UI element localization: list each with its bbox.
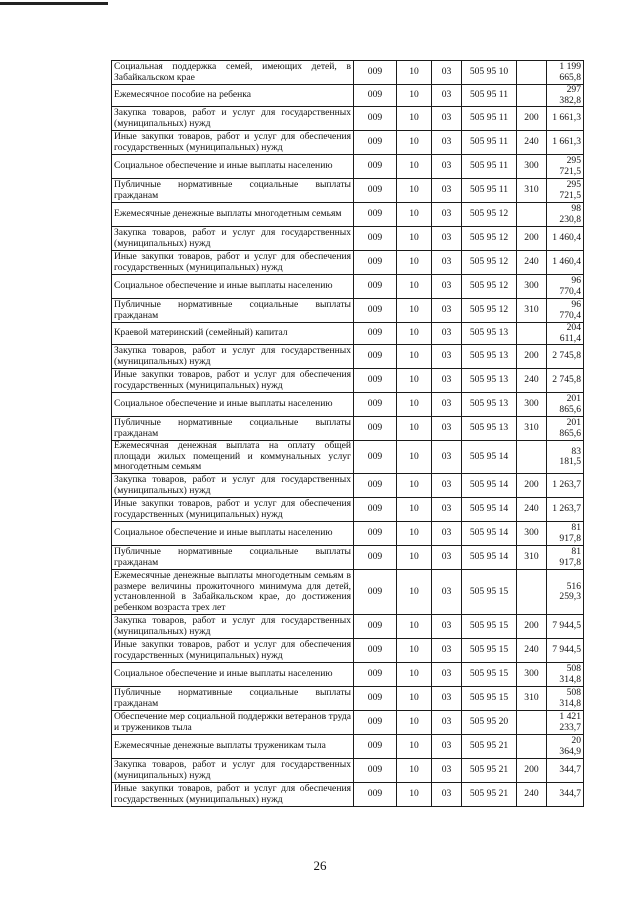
section-code: 10 xyxy=(397,323,432,345)
row-name: Иные закупки товаров, работ и услуг для обеспечения государственных (муниципальных) нужд xyxy=(112,251,354,275)
expense-type: 240 xyxy=(517,783,547,807)
section-code: 10 xyxy=(397,227,432,251)
table-row xyxy=(112,498,584,522)
section-code: 10 xyxy=(397,783,432,807)
subsection-code: 03 xyxy=(432,522,462,546)
table-row xyxy=(112,323,584,345)
row-name: Публичные нормативные социальные выплаты гражданам xyxy=(112,546,354,570)
row-name: Публичные нормативные социальные выплаты гражданам xyxy=(112,179,354,203)
subsection-code: 03 xyxy=(432,323,462,345)
budget-table xyxy=(111,60,584,807)
table-row xyxy=(112,615,584,639)
subsection-code: 03 xyxy=(432,546,462,570)
amount: 7 944,5 xyxy=(547,615,584,639)
row-name: Ежемесячное пособие на ребенка xyxy=(112,85,354,107)
table-row xyxy=(112,393,584,417)
target-article: 505 95 12 xyxy=(462,227,517,251)
target-article: 505 95 14 xyxy=(462,546,517,570)
target-article: 505 95 15 xyxy=(462,687,517,711)
ministry-code: 009 xyxy=(354,663,397,687)
target-article: 505 95 11 xyxy=(462,155,517,179)
subsection-code: 03 xyxy=(432,441,462,474)
section-code: 10 xyxy=(397,131,432,155)
page-number: 26 xyxy=(313,858,327,873)
table-row xyxy=(112,299,584,323)
row-name: Ежемесячные денежные выплаты труженикам тыла xyxy=(112,735,354,759)
row-name: Закупка товаров, работ и услуг для государственных (муниципальных) нужд xyxy=(112,345,354,369)
row-name: Ежемесячная денежная выплата на оплату общей площади жилых помещений и коммунальных услуг многодетным семьям xyxy=(112,441,354,474)
target-article: 505 95 11 xyxy=(462,107,517,131)
row-name: Иные закупки товаров, работ и услуг для обеспечения государственных (муниципальных) нужд xyxy=(112,369,354,393)
section-code: 10 xyxy=(397,61,432,85)
section-code: 10 xyxy=(397,522,432,546)
target-article: 505 95 14 xyxy=(462,441,517,474)
section-code: 10 xyxy=(397,203,432,227)
subsection-code: 03 xyxy=(432,131,462,155)
amount: 297 382,8 xyxy=(547,85,584,107)
ministry-code: 009 xyxy=(354,687,397,711)
subsection-code: 03 xyxy=(432,663,462,687)
ministry-code: 009 xyxy=(354,639,397,663)
row-name: Иные закупки товаров, работ и услуг для обеспечения государственных (муниципальных) нужд xyxy=(112,131,354,155)
expense-type: 240 xyxy=(517,251,547,275)
ministry-code: 009 xyxy=(354,369,397,393)
ministry-code: 009 xyxy=(354,393,397,417)
expense-type: 300 xyxy=(517,663,547,687)
target-article: 505 95 15 xyxy=(462,639,517,663)
amount: 1 263,7 xyxy=(547,498,584,522)
ministry-code: 009 xyxy=(354,570,397,615)
subsection-code: 03 xyxy=(432,687,462,711)
row-name: Публичные нормативные социальные выплаты гражданам xyxy=(112,299,354,323)
expense-type: 310 xyxy=(517,179,547,203)
subsection-code: 03 xyxy=(432,275,462,299)
amount: 1 421 233,7 xyxy=(547,711,584,735)
section-code: 10 xyxy=(397,735,432,759)
expense-type xyxy=(517,85,547,107)
expense-type: 240 xyxy=(517,639,547,663)
subsection-code: 03 xyxy=(432,570,462,615)
target-article: 505 95 15 xyxy=(462,615,517,639)
table-row xyxy=(112,522,584,546)
row-name: Социальное обеспечение и иные выплаты населению xyxy=(112,275,354,299)
ministry-code: 009 xyxy=(354,546,397,570)
subsection-code: 03 xyxy=(432,85,462,107)
ministry-code: 009 xyxy=(354,155,397,179)
section-code: 10 xyxy=(397,498,432,522)
amount: 1 263,7 xyxy=(547,474,584,498)
target-article: 505 95 13 xyxy=(462,393,517,417)
table-row xyxy=(112,227,584,251)
subsection-code: 03 xyxy=(432,498,462,522)
expense-type: 200 xyxy=(517,227,547,251)
target-article: 505 95 20 xyxy=(462,711,517,735)
amount: 83 181,5 xyxy=(547,441,584,474)
subsection-code: 03 xyxy=(432,735,462,759)
table-row xyxy=(112,131,584,155)
amount: 295 721,5 xyxy=(547,179,584,203)
ministry-code: 009 xyxy=(354,275,397,299)
amount: 96 770,4 xyxy=(547,299,584,323)
table-row xyxy=(112,85,584,107)
ministry-code: 009 xyxy=(354,251,397,275)
row-name: Закупка товаров, работ и услуг для государственных (муниципальных) нужд xyxy=(112,227,354,251)
ministry-code: 009 xyxy=(354,345,397,369)
ministry-code: 009 xyxy=(354,441,397,474)
row-name: Ежемесячные денежные выплаты многодетным семьям xyxy=(112,203,354,227)
header-rule xyxy=(0,2,108,5)
row-name: Социальное обеспечение и иные выплаты населению xyxy=(112,155,354,179)
subsection-code: 03 xyxy=(432,639,462,663)
table-row xyxy=(112,474,584,498)
ministry-code: 009 xyxy=(354,85,397,107)
row-name: Закупка товаров, работ и услуг для государственных (муниципальных) нужд xyxy=(112,759,354,783)
amount: 1 661,3 xyxy=(547,131,584,155)
section-code: 10 xyxy=(397,299,432,323)
expense-type: 300 xyxy=(517,155,547,179)
expense-type: 240 xyxy=(517,369,547,393)
row-name: Публичные нормативные социальные выплаты гражданам xyxy=(112,687,354,711)
section-code: 10 xyxy=(397,345,432,369)
section-code: 10 xyxy=(397,759,432,783)
amount: 81 917,8 xyxy=(547,546,584,570)
target-article: 505 95 15 xyxy=(462,663,517,687)
table-row xyxy=(112,251,584,275)
row-name: Иные закупки товаров, работ и услуг для обеспечения государственных (муниципальных) нужд xyxy=(112,498,354,522)
row-name: Краевой материнский (семейный) капитал xyxy=(112,323,354,345)
expense-type: 240 xyxy=(517,131,547,155)
section-code: 10 xyxy=(397,615,432,639)
ministry-code: 009 xyxy=(354,417,397,441)
table-row xyxy=(112,783,584,807)
ministry-code: 009 xyxy=(354,783,397,807)
section-code: 10 xyxy=(397,85,432,107)
section-code: 10 xyxy=(397,711,432,735)
subsection-code: 03 xyxy=(432,615,462,639)
expense-type: 240 xyxy=(517,498,547,522)
table-row xyxy=(112,61,584,85)
subsection-code: 03 xyxy=(432,251,462,275)
target-article: 505 95 13 xyxy=(462,417,517,441)
amount: 516 259,3 xyxy=(547,570,584,615)
target-article: 505 95 10 xyxy=(462,61,517,85)
expense-type: 200 xyxy=(517,474,547,498)
expense-type: 310 xyxy=(517,546,547,570)
section-code: 10 xyxy=(397,275,432,299)
ministry-code: 009 xyxy=(354,131,397,155)
section-code: 10 xyxy=(397,417,432,441)
section-code: 10 xyxy=(397,546,432,570)
subsection-code: 03 xyxy=(432,369,462,393)
amount: 1 460,4 xyxy=(547,251,584,275)
ministry-code: 009 xyxy=(354,522,397,546)
row-name: Социальная поддержка семей, имеющих детей, в Забайкальском крае xyxy=(112,61,354,85)
subsection-code: 03 xyxy=(432,345,462,369)
amount: 508 314,8 xyxy=(547,663,584,687)
ministry-code: 009 xyxy=(354,179,397,203)
subsection-code: 03 xyxy=(432,179,462,203)
row-name: Ежемесячные денежные выплаты многодетным семьям в размере величины прожиточного минимума для детей, установленной в Забайкальском крае, до достижения ребенком возраста трех лет xyxy=(112,570,354,615)
section-code: 10 xyxy=(397,393,432,417)
ministry-code: 009 xyxy=(354,203,397,227)
ministry-code: 009 xyxy=(354,615,397,639)
subsection-code: 03 xyxy=(432,227,462,251)
ministry-code: 009 xyxy=(354,227,397,251)
target-article: 505 95 21 xyxy=(462,759,517,783)
section-code: 10 xyxy=(397,369,432,393)
section-code: 10 xyxy=(397,474,432,498)
target-article: 505 95 11 xyxy=(462,179,517,203)
target-article: 505 95 12 xyxy=(462,299,517,323)
table-row xyxy=(112,570,584,615)
amount: 96 770,4 xyxy=(547,275,584,299)
expense-type: 300 xyxy=(517,522,547,546)
table-row xyxy=(112,345,584,369)
amount: 204 611,4 xyxy=(547,323,584,345)
amount: 508 314,8 xyxy=(547,687,584,711)
section-code: 10 xyxy=(397,441,432,474)
target-article: 505 95 14 xyxy=(462,522,517,546)
subsection-code: 03 xyxy=(432,393,462,417)
table-row xyxy=(112,275,584,299)
target-article: 505 95 21 xyxy=(462,783,517,807)
target-article: 505 95 15 xyxy=(462,570,517,615)
amount: 344,7 xyxy=(547,783,584,807)
table-row xyxy=(112,711,584,735)
amount: 1 661,3 xyxy=(547,107,584,131)
table-row xyxy=(112,417,584,441)
expense-type: 310 xyxy=(517,687,547,711)
expense-type xyxy=(517,711,547,735)
target-article: 505 95 14 xyxy=(462,474,517,498)
section-code: 10 xyxy=(397,639,432,663)
ministry-code: 009 xyxy=(354,474,397,498)
table-row xyxy=(112,546,584,570)
section-code: 10 xyxy=(397,687,432,711)
target-article: 505 95 11 xyxy=(462,131,517,155)
expense-type: 300 xyxy=(517,393,547,417)
subsection-code: 03 xyxy=(432,711,462,735)
section-code: 10 xyxy=(397,107,432,131)
expense-type xyxy=(517,323,547,345)
expense-type: 200 xyxy=(517,345,547,369)
ministry-code: 009 xyxy=(354,498,397,522)
section-code: 10 xyxy=(397,251,432,275)
row-name: Закупка товаров, работ и услуг для государственных (муниципальных) нужд xyxy=(112,474,354,498)
ministry-code: 009 xyxy=(354,107,397,131)
row-name: Иные закупки товаров, работ и услуг для обеспечения государственных (муниципальных) нужд xyxy=(112,639,354,663)
table-row xyxy=(112,107,584,131)
row-name: Иные закупки товаров, работ и услуг для обеспечения государственных (муниципальных) нужд xyxy=(112,783,354,807)
amount: 98 230,8 xyxy=(547,203,584,227)
ministry-code: 009 xyxy=(354,759,397,783)
row-name: Закупка товаров, работ и услуг для государственных (муниципальных) нужд xyxy=(112,107,354,131)
subsection-code: 03 xyxy=(432,783,462,807)
amount: 201 865,6 xyxy=(547,393,584,417)
amount: 344,7 xyxy=(547,759,584,783)
expense-type xyxy=(517,735,547,759)
row-name: Обеспечение мер социальной поддержки ветеранов труда и тружеников тыла xyxy=(112,711,354,735)
amount: 1 460,4 xyxy=(547,227,584,251)
subsection-code: 03 xyxy=(432,107,462,131)
amount: 2 745,8 xyxy=(547,369,584,393)
subsection-code: 03 xyxy=(432,203,462,227)
row-name: Публичные нормативные социальные выплаты гражданам xyxy=(112,417,354,441)
expense-type xyxy=(517,441,547,474)
subsection-code: 03 xyxy=(432,299,462,323)
ministry-code: 009 xyxy=(354,299,397,323)
subsection-code: 03 xyxy=(432,759,462,783)
target-article: 505 95 13 xyxy=(462,369,517,393)
amount: 2 745,8 xyxy=(547,345,584,369)
subsection-code: 03 xyxy=(432,417,462,441)
table-row xyxy=(112,735,584,759)
table-row xyxy=(112,369,584,393)
target-article: 505 95 12 xyxy=(462,275,517,299)
table-row xyxy=(112,179,584,203)
target-article: 505 95 13 xyxy=(462,345,517,369)
target-article: 505 95 14 xyxy=(462,498,517,522)
expense-type: 200 xyxy=(517,615,547,639)
expense-type: 310 xyxy=(517,417,547,441)
subsection-code: 03 xyxy=(432,474,462,498)
table-row xyxy=(112,639,584,663)
expense-type xyxy=(517,61,547,85)
table-row xyxy=(112,441,584,474)
expense-type: 310 xyxy=(517,299,547,323)
target-article: 505 95 11 xyxy=(462,85,517,107)
row-name: Социальное обеспечение и иные выплаты населению xyxy=(112,393,354,417)
section-code: 10 xyxy=(397,179,432,203)
target-article: 505 95 12 xyxy=(462,251,517,275)
amount: 1 199 665,8 xyxy=(547,61,584,85)
amount: 20 364,9 xyxy=(547,735,584,759)
ministry-code: 009 xyxy=(354,61,397,85)
subsection-code: 03 xyxy=(432,155,462,179)
ministry-code: 009 xyxy=(354,323,397,345)
expense-type: 300 xyxy=(517,275,547,299)
expense-type: 200 xyxy=(517,107,547,131)
section-code: 10 xyxy=(397,663,432,687)
section-code: 10 xyxy=(397,570,432,615)
table-row xyxy=(112,203,584,227)
expense-type: 200 xyxy=(517,759,547,783)
amount: 201 865,6 xyxy=(547,417,584,441)
table-row xyxy=(112,155,584,179)
amount: 81 917,8 xyxy=(547,522,584,546)
target-article: 505 95 21 xyxy=(462,735,517,759)
expense-type xyxy=(517,570,547,615)
section-code: 10 xyxy=(397,155,432,179)
budget-table-body xyxy=(112,61,584,807)
target-article: 505 95 13 xyxy=(462,323,517,345)
row-name: Закупка товаров, работ и услуг для государственных (муниципальных) нужд xyxy=(112,615,354,639)
target-article: 505 95 12 xyxy=(462,203,517,227)
amount: 7 944,5 xyxy=(547,639,584,663)
row-name: Социальное обеспечение и иные выплаты населению xyxy=(112,663,354,687)
expense-type xyxy=(517,203,547,227)
subsection-code: 03 xyxy=(432,61,462,85)
table-row xyxy=(112,687,584,711)
amount: 295 721,5 xyxy=(547,155,584,179)
ministry-code: 009 xyxy=(354,735,397,759)
table-row xyxy=(112,663,584,687)
ministry-code: 009 xyxy=(354,711,397,735)
row-name: Социальное обеспечение и иные выплаты населению xyxy=(112,522,354,546)
table-row xyxy=(112,759,584,783)
